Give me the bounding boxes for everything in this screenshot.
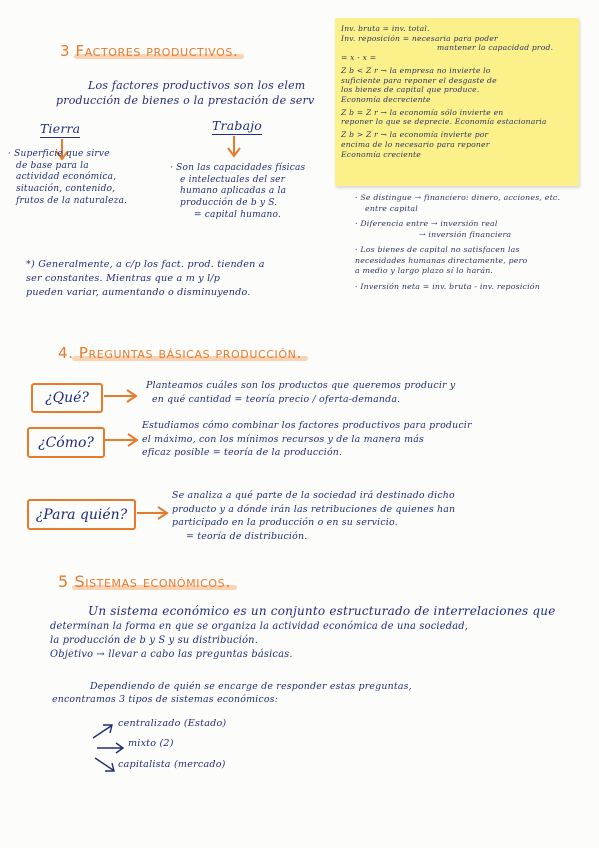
intro-line: la producción de b y S y su distribución.: [50, 634, 259, 646]
sticky-line: Inv. reposición = necesaria para poder: [341, 33, 498, 43]
tierra-description: [8, 149, 127, 207]
trabajo-description: [170, 163, 305, 221]
para-quien-line: Se analiza a qué parte de la sociedad irá destinado dicho: [172, 490, 455, 501]
que-label: ¿Qué?: [45, 390, 89, 406]
como-description: [142, 419, 472, 460]
para-quien-line: producto y a dónde irán las retribuciones de quienes han: [172, 503, 456, 515]
capital-line: → inversión financiera: [419, 229, 512, 239]
dependiendo-line: Dependiendo de quién se encarge de responder estas preguntas,: [90, 681, 412, 692]
right-arrow-icon: [105, 432, 141, 448]
para-quien-box: [27, 499, 136, 530]
tierra-line: situación, contenido,: [16, 184, 116, 195]
arrow-right-icon: [96, 741, 126, 755]
sticky-note-text: [341, 24, 553, 159]
sticky-line: = x - x =: [341, 53, 377, 63]
como-line: Estudiamos cómo combinar los factores productivos para producir: [142, 420, 472, 431]
sticky-line: mantener la capacidad prod.: [437, 43, 554, 53]
como-line: el máximo, con los mínimos recursos y de la manera más: [142, 433, 425, 445]
system-type-capitalista: capitalista (mercado): [118, 759, 226, 770]
sticky-line: Inv. bruta = inv. total.: [341, 24, 430, 33]
intro-line: Un sistema económico es un conjunto estructurado de interrelaciones que: [88, 604, 556, 618]
sticky-line: Z b > Z r → la economía invierte por: [341, 130, 489, 140]
para-quien-label: ¿Para quién?: [35, 506, 128, 523]
system-type-centralizado: centralizado (Estado): [118, 718, 227, 729]
capital-line: necesidades humanas directamente, pero: [355, 255, 528, 265]
sticky-line: encima de lo necesario para reponer: [341, 139, 490, 149]
que-line: en qué cantidad = teoría precio / oferta-demanda.: [152, 393, 401, 405]
que-box: [31, 383, 103, 413]
sticky-line: los bienes de capital que produce.: [341, 85, 480, 95]
sticky-line: Z b = Z r → la economía sólo invierte en: [341, 107, 504, 117]
trabajo-line: = capital humano.: [194, 209, 281, 220]
tierra-line: · Superficie que sirve: [8, 149, 110, 159]
sticky-line: suficiente para reponer el desgaste de: [341, 75, 497, 85]
trabajo-label: [212, 118, 262, 135]
note-line: *) Generalmente, a c/p los fact. prod. tienden a: [26, 259, 265, 270]
sticky-line: Economía decreciente: [341, 95, 431, 105]
section-5-title: 5 Sistemas económicos.: [58, 572, 231, 591]
section-3-intro: [56, 79, 315, 108]
sticky-line: Z b < Z r → la empresa no invierte lo: [341, 65, 491, 75]
right-arrow-icon: [104, 388, 140, 404]
note-line: ser constantes. Mientras que a m y l/p: [26, 272, 221, 284]
system-type-mixto: mixto (2): [128, 738, 174, 749]
trabajo-label-text: Trabajo: [212, 118, 263, 133]
como-line: eficaz posible = teoría de la producción.: [142, 447, 343, 459]
arrow-down-right-icon: [94, 756, 118, 774]
que-description: [146, 379, 455, 406]
section-5-intro: [50, 603, 556, 662]
sticky-note: [335, 18, 579, 186]
trabajo-line: · Son las capacidades físicas: [170, 163, 306, 173]
dependiendo-line: encontramos 3 tipos de sistemas económicos:: [52, 694, 279, 706]
para-quien-line: = teoría de distribución.: [186, 530, 308, 542]
down-arrow-icon: [225, 136, 245, 160]
intro-line: producción de bienes o la prestación de serv: [56, 93, 315, 107]
para-quien-line: participado en la producción o en su servicio.: [172, 517, 398, 529]
factors-note: [26, 258, 265, 300]
section-3-title: 3 Factores productivos.: [60, 42, 239, 60]
capital-line: · Diferencia entre → inversión real: [355, 219, 498, 229]
capital-notes: [355, 193, 560, 292]
intro-line: Los factores productivos son los elem: [88, 79, 306, 92]
capital-line: · Inversión neta = inv. bruta - inv. reposición: [355, 281, 540, 291]
tierra-label: [40, 121, 80, 138]
trabajo-line: humano aplicadas a la: [180, 186, 287, 197]
trabajo-line: producción de b y S.: [180, 198, 278, 209]
intro-line: Objetivo → llevar a cabo las preguntas básicas.: [50, 648, 293, 660]
right-arrow-icon: [137, 505, 171, 521]
intro-line: determinan la forma en que se organiza la actividad económica de una sociedad,: [50, 621, 469, 633]
tierra-line: de base para la: [16, 160, 89, 171]
que-line: Planteamos cuáles son los productos que queremos producir y: [146, 380, 456, 391]
tierra-line: actividad económica,: [16, 172, 117, 183]
sticky-line: reponer lo que se deprecie. Economía estacionaria: [341, 117, 547, 127]
como-box: [27, 427, 105, 458]
tierra-label-text: Tierra: [40, 121, 81, 136]
capital-line: a medio y largo plazo sí lo harán.: [355, 266, 494, 276]
trabajo-line: e intelectuales del ser: [180, 174, 286, 185]
note-line: pueden variar, aumentando o disminuyendo.: [26, 286, 251, 298]
capital-line: · Se distingue → financiero: dinero, acciones, etc.: [355, 193, 561, 202]
arrow-up-right-icon: [92, 722, 116, 740]
capital-line: · Los bienes de capital no satisfacen las: [355, 245, 520, 255]
tierra-line: frutos de la naturaleza.: [16, 195, 128, 206]
section-4-title: 4. Preguntas básicas producción.: [58, 344, 302, 362]
capital-line: entre capital: [365, 203, 418, 213]
dependiendo-text: [52, 680, 412, 707]
para-quien-description: [172, 489, 455, 544]
sticky-line: Economía creciente: [341, 149, 421, 159]
como-label: ¿Cómo?: [38, 434, 94, 451]
